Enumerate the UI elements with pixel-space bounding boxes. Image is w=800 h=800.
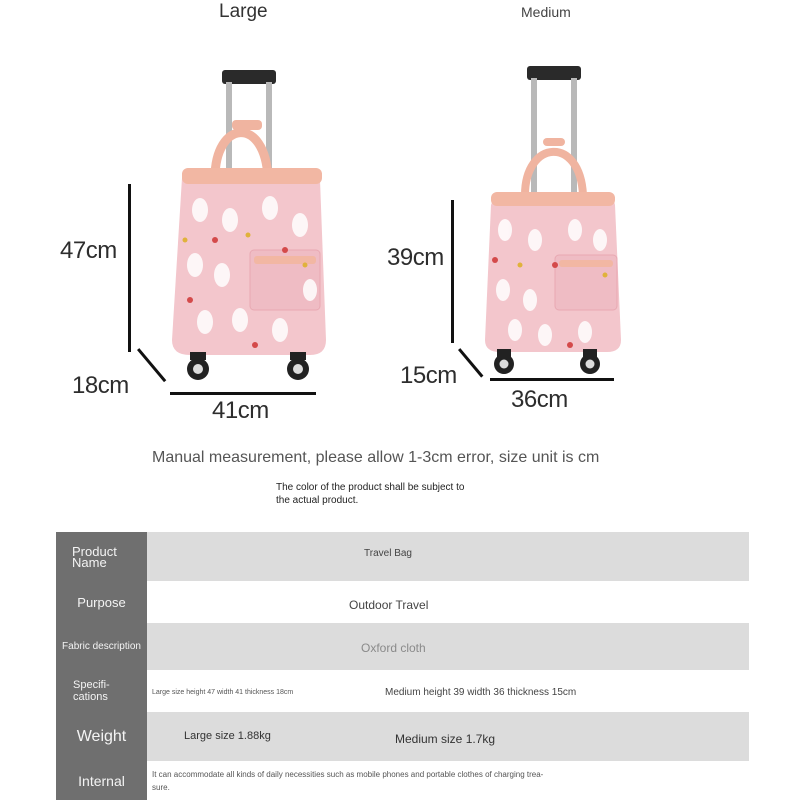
table-row-weight bbox=[56, 712, 749, 761]
large-thickness-label: 18cm bbox=[72, 372, 129, 399]
medium-height-label: 39cm bbox=[387, 244, 444, 271]
specifications-header-line-2: cations bbox=[73, 691, 108, 703]
product-name-header-line-1: Product bbox=[72, 543, 117, 559]
specifications-header-line-1: Specifi- bbox=[73, 679, 110, 691]
fabric-cell bbox=[147, 623, 749, 670]
large-size-title: Large bbox=[219, 1, 268, 22]
table-row-internal bbox=[56, 761, 749, 800]
product-name-header bbox=[56, 532, 147, 581]
table-row-fabric bbox=[56, 623, 749, 670]
medium-trolley-bag-image bbox=[475, 60, 625, 380]
color-note-line-1: The color of the product shall be subject to bbox=[276, 482, 465, 493]
large-trolley-bag-image bbox=[160, 60, 335, 385]
medium-width-line bbox=[490, 378, 614, 381]
table-row-specifications bbox=[56, 670, 749, 712]
table-row-product-name bbox=[56, 532, 749, 581]
medium-width-label: 36cm bbox=[511, 386, 568, 413]
purpose-cell bbox=[147, 581, 749, 623]
large-height-line bbox=[128, 184, 131, 352]
weight-large-value: Large size 1.88kg bbox=[184, 730, 271, 742]
internal-value-line-2: sure. bbox=[152, 783, 170, 792]
large-width-line bbox=[170, 392, 316, 395]
product-name-value: Travel Bag bbox=[364, 548, 412, 559]
large-width-label: 41cm bbox=[212, 397, 269, 424]
weight-cell bbox=[147, 712, 749, 761]
internal-header: Internal bbox=[56, 761, 147, 800]
weight-medium-value: Medium size 1.7kg bbox=[395, 732, 496, 746]
medium-thickness-label: 15cm bbox=[400, 362, 457, 389]
weight-header: Weight bbox=[56, 712, 147, 761]
product-name-header-line-2: Name bbox=[72, 554, 107, 570]
specifications-header bbox=[56, 670, 147, 712]
purpose-header: Purpose bbox=[56, 581, 147, 623]
fabric-value: Oxford cloth bbox=[361, 641, 426, 655]
large-height-label: 47cm bbox=[60, 237, 117, 264]
product-name-cell bbox=[147, 532, 749, 581]
specifications-medium-value: Medium height 39 width 36 thickness 15cm bbox=[385, 687, 577, 698]
internal-value-line-1: It can accommodate all kinds of daily necessities such as mobile phones and portable clothes of charging trea- bbox=[152, 770, 544, 779]
measurement-note: Manual measurement, please allow 1-3cm error, size unit is cm bbox=[152, 449, 600, 466]
specifications-cell bbox=[147, 670, 749, 712]
medium-height-line bbox=[451, 200, 454, 343]
color-note bbox=[276, 481, 506, 507]
fabric-header: Fabric description bbox=[56, 623, 147, 670]
internal-cell bbox=[147, 761, 749, 800]
table-row-purpose bbox=[56, 581, 749, 623]
purpose-value: Outdoor Travel bbox=[349, 598, 429, 612]
specifications-large-value: Large size height 47 width 41 thickness 18cm bbox=[152, 689, 294, 696]
medium-size-title: Medium bbox=[521, 4, 571, 20]
color-note-line-2: the actual product. bbox=[276, 495, 359, 506]
